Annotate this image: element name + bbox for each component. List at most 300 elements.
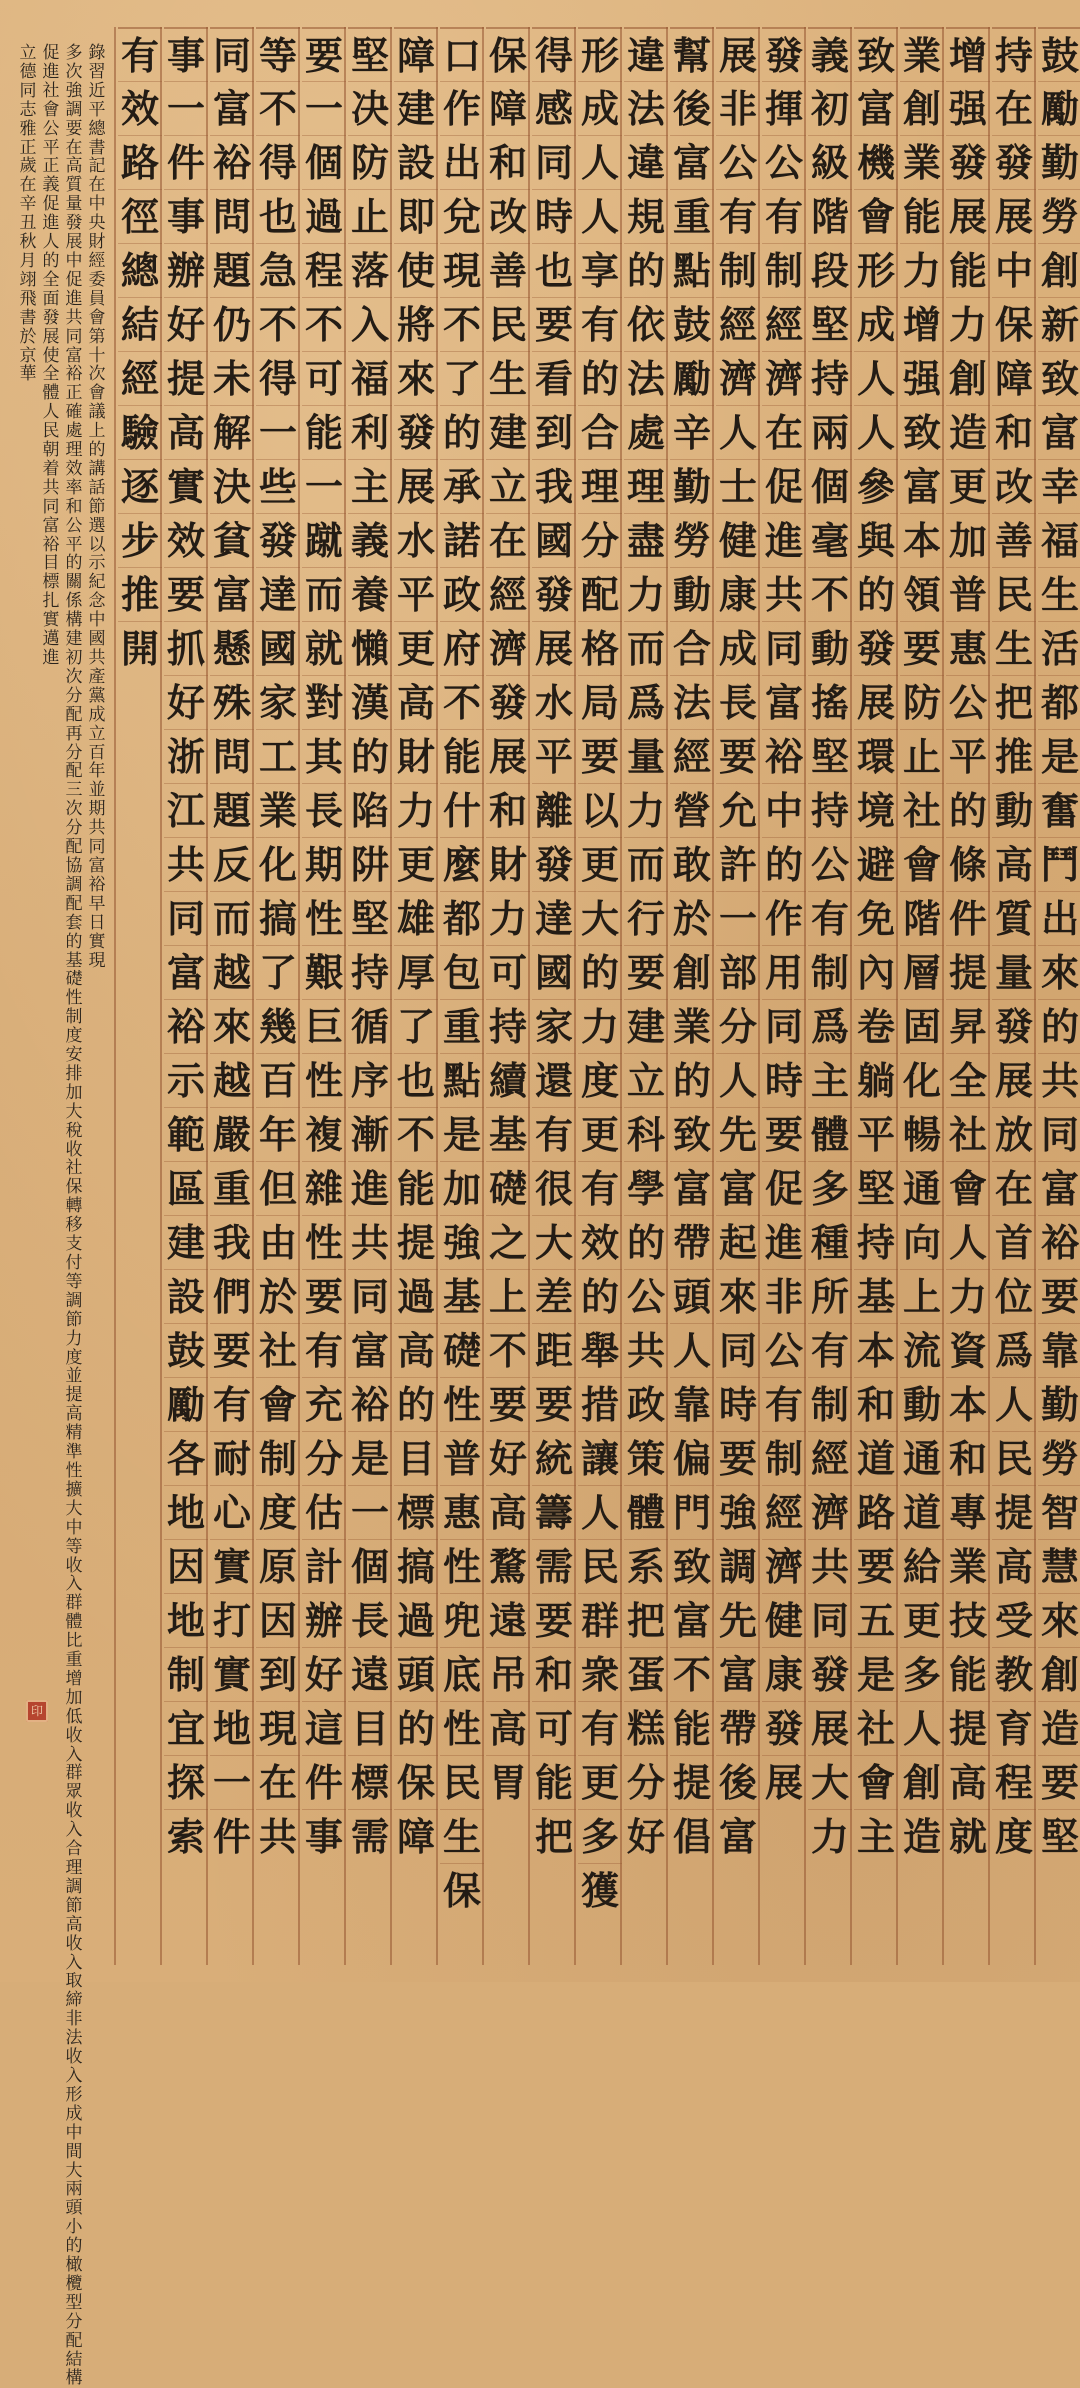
character-cell: 不 xyxy=(486,1323,530,1378)
character-cell: 使 xyxy=(394,243,438,298)
character-cell: 發 xyxy=(808,1647,852,1702)
character-cell: 初 xyxy=(808,81,852,136)
character-cell: 水 xyxy=(532,675,576,730)
character-cell: 內 xyxy=(854,945,898,1000)
character-cell: 力 xyxy=(624,567,668,622)
character-cell: 搞 xyxy=(394,1539,438,1594)
character-cell: 更 xyxy=(578,837,622,892)
character-cell: 障 xyxy=(394,27,438,83)
character-cell: 濟 xyxy=(808,1485,852,1540)
character-cell: 一 xyxy=(302,459,346,514)
character-cell: 層 xyxy=(900,945,944,1000)
character-cell: 個 xyxy=(348,1539,392,1594)
character-cell: 保 xyxy=(440,1863,484,1918)
character-cell: 化 xyxy=(256,837,300,892)
character-cell: 發 xyxy=(762,1701,806,1756)
character-cell: 看 xyxy=(532,351,576,406)
text-column xyxy=(206,27,254,1965)
character-cell: 大 xyxy=(578,891,622,946)
character-cell: 制 xyxy=(808,945,852,1000)
character-cell: 更 xyxy=(578,1755,622,1810)
character-cell: 靠 xyxy=(670,1377,714,1432)
character-cell: 口 xyxy=(440,27,484,83)
character-cell: 的 xyxy=(440,405,484,460)
character-cell: 防 xyxy=(900,675,944,730)
character-cell: 基 xyxy=(486,1107,530,1162)
character-cell: 個 xyxy=(302,135,346,190)
character-cell: 發 xyxy=(854,621,898,676)
character-cell: 新 xyxy=(1038,297,1080,352)
character-cell: 基 xyxy=(440,1269,484,1324)
character-cell: 好 xyxy=(624,1809,668,1864)
character-cell: 的 xyxy=(578,1269,622,1324)
character-cell: 放 xyxy=(992,1107,1036,1162)
character-cell: 有 xyxy=(762,189,806,244)
character-cell: 質 xyxy=(992,891,1036,946)
character-cell: 都 xyxy=(1038,675,1080,730)
character-cell: 和 xyxy=(486,783,530,838)
character-cell: 提 xyxy=(670,1755,714,1810)
character-cell: 而 xyxy=(624,621,668,676)
character-cell: 建 xyxy=(394,81,438,136)
character-cell: 是 xyxy=(1038,729,1080,784)
character-cell: 合 xyxy=(578,405,622,460)
character-cell: 越 xyxy=(210,945,254,1000)
character-cell: 要 xyxy=(578,729,622,784)
character-cell: 公 xyxy=(624,1269,668,1324)
character-cell: 達 xyxy=(532,891,576,946)
character-cell: 嚴 xyxy=(210,1107,254,1162)
character-cell: 惠 xyxy=(440,1485,484,1540)
character-cell: 與 xyxy=(854,513,898,568)
character-cell: 民 xyxy=(440,1755,484,1810)
character-cell: 道 xyxy=(900,1485,944,1540)
character-cell: 級 xyxy=(808,135,852,190)
character-cell: 昇 xyxy=(946,999,990,1054)
character-cell: 差 xyxy=(532,1269,576,1324)
character-cell: 同 xyxy=(1038,1107,1080,1162)
character-cell: 把 xyxy=(624,1593,668,1648)
character-cell: 促 xyxy=(762,1161,806,1216)
character-cell: 許 xyxy=(716,837,760,892)
character-cell: 目 xyxy=(348,1701,392,1756)
character-cell: 堅 xyxy=(854,1161,898,1216)
character-cell: 强 xyxy=(946,81,990,136)
character-cell: 門 xyxy=(670,1485,714,1540)
character-cell: 而 xyxy=(210,891,254,946)
character-cell: 分 xyxy=(624,1755,668,1810)
character-cell: 強 xyxy=(716,1485,760,1540)
character-cell: 實 xyxy=(164,459,208,514)
character-cell: 發 xyxy=(762,27,806,83)
character-cell: 增 xyxy=(946,27,990,83)
character-cell: 大 xyxy=(808,1755,852,1810)
character-cell: 加 xyxy=(440,1161,484,1216)
character-cell: 在 xyxy=(486,513,530,568)
character-cell: 鼓 xyxy=(164,1323,208,1378)
character-cell: 勤 xyxy=(670,459,714,514)
character-cell: 入 xyxy=(348,297,392,352)
character-cell: 善 xyxy=(992,513,1036,568)
character-cell: 共 xyxy=(762,567,806,622)
character-cell: 點 xyxy=(440,1053,484,1108)
character-cell: 是 xyxy=(440,1107,484,1162)
character-cell: 濟 xyxy=(716,351,760,406)
character-cell: 科 xyxy=(624,1107,668,1162)
character-cell: 越 xyxy=(210,1053,254,1108)
character-cell: 因 xyxy=(256,1593,300,1648)
character-cell: 有 xyxy=(808,891,852,946)
character-cell: 一 xyxy=(256,405,300,460)
character-cell: 效 xyxy=(164,513,208,568)
character-cell: 都 xyxy=(440,891,484,946)
character-cell: 在 xyxy=(992,1161,1036,1216)
character-cell: 得 xyxy=(256,351,300,406)
character-cell: 效 xyxy=(578,1215,622,1270)
character-cell: 勞 xyxy=(1038,189,1080,244)
character-cell: 民 xyxy=(578,1539,622,1594)
character-cell: 持 xyxy=(808,783,852,838)
character-cell: 不 xyxy=(394,1107,438,1162)
character-cell: 教 xyxy=(992,1647,1036,1702)
character-cell: 障 xyxy=(992,351,1036,406)
character-cell: 逐 xyxy=(118,459,162,514)
character-cell: 創 xyxy=(1038,1647,1080,1702)
character-cell: 高 xyxy=(164,405,208,460)
character-cell: 毫 xyxy=(808,513,852,568)
character-cell: 帶 xyxy=(670,1215,714,1270)
character-cell: 階 xyxy=(808,189,852,244)
character-cell: 富 xyxy=(854,81,898,136)
character-cell: 題 xyxy=(210,783,254,838)
character-cell: 同 xyxy=(210,27,254,83)
character-cell: 調 xyxy=(716,1539,760,1594)
character-cell: 創 xyxy=(1038,243,1080,298)
character-cell: 就 xyxy=(946,1809,990,1864)
character-cell: 程 xyxy=(302,243,346,298)
character-cell: 康 xyxy=(762,1647,806,1702)
character-cell: 多 xyxy=(578,1809,622,1864)
character-cell: 獲 xyxy=(578,1863,622,1918)
character-cell: 保 xyxy=(992,297,1036,352)
character-cell: 等 xyxy=(256,27,300,83)
character-cell: 地 xyxy=(210,1701,254,1756)
character-cell: 對 xyxy=(302,675,346,730)
character-cell: 分 xyxy=(302,1431,346,1486)
character-cell: 平 xyxy=(946,729,990,784)
character-cell: 制 xyxy=(808,1377,852,1432)
character-cell: 展 xyxy=(854,675,898,730)
character-cell: 了 xyxy=(394,999,438,1054)
character-cell: 環 xyxy=(854,729,898,784)
character-cell: 量 xyxy=(624,729,668,784)
character-cell: 平 xyxy=(532,729,576,784)
character-cell: 因 xyxy=(164,1539,208,1594)
character-cell: 的 xyxy=(762,837,806,892)
character-cell: 的 xyxy=(946,783,990,838)
character-cell: 共 xyxy=(624,1323,668,1378)
character-cell: 路 xyxy=(118,135,162,190)
character-cell: 很 xyxy=(532,1161,576,1216)
character-cell: 動 xyxy=(670,567,714,622)
character-cell: 共 xyxy=(164,837,208,892)
character-cell: 富 xyxy=(716,1647,760,1702)
character-cell: 富 xyxy=(1038,405,1080,460)
character-cell: 好 xyxy=(486,1431,530,1486)
character-cell: 過 xyxy=(394,1269,438,1324)
character-cell: 索 xyxy=(164,1809,208,1864)
character-cell: 受 xyxy=(992,1593,1036,1648)
character-cell: 工 xyxy=(256,729,300,784)
character-cell: 理 xyxy=(624,459,668,514)
character-cell: 提 xyxy=(394,1215,438,1270)
character-cell: 強 xyxy=(440,1215,484,1270)
character-cell: 需 xyxy=(532,1539,576,1594)
character-cell: 更 xyxy=(946,459,990,514)
character-cell: 法 xyxy=(670,675,714,730)
character-cell: 成 xyxy=(578,81,622,136)
character-cell: 業 xyxy=(256,783,300,838)
character-cell: 裕 xyxy=(762,729,806,784)
character-cell: 經 xyxy=(716,297,760,352)
character-cell: 種 xyxy=(808,1215,852,1270)
character-cell: 通 xyxy=(900,1431,944,1486)
character-cell: 但 xyxy=(256,1161,300,1216)
character-cell: 也 xyxy=(532,243,576,298)
character-cell: 奮 xyxy=(1038,783,1080,838)
character-cell: 體 xyxy=(808,1107,852,1162)
character-cell: 度 xyxy=(992,1809,1036,1864)
character-cell: 作 xyxy=(762,891,806,946)
character-cell: 義 xyxy=(808,27,852,83)
character-cell: 同 xyxy=(762,621,806,676)
character-cell: 保 xyxy=(394,1755,438,1810)
character-cell: 給 xyxy=(900,1539,944,1594)
character-cell: 了 xyxy=(256,945,300,1000)
character-cell: 人 xyxy=(854,405,898,460)
character-cell: 保 xyxy=(486,27,530,83)
character-cell: 總 xyxy=(118,243,162,298)
character-cell: 致 xyxy=(1038,351,1080,406)
character-cell: 頭 xyxy=(670,1269,714,1324)
character-cell: 而 xyxy=(624,837,668,892)
character-cell: 人 xyxy=(992,1377,1036,1432)
character-cell: 時 xyxy=(762,1053,806,1108)
character-cell: 義 xyxy=(348,513,392,568)
character-cell: 的 xyxy=(624,243,668,298)
character-cell: 公 xyxy=(946,675,990,730)
character-cell: 府 xyxy=(440,621,484,676)
character-cell: 規 xyxy=(624,189,668,244)
character-cell: 力 xyxy=(486,891,530,946)
character-cell: 展 xyxy=(946,189,990,244)
character-cell: 反 xyxy=(210,837,254,892)
character-cell: 善 xyxy=(486,243,530,298)
character-cell: 群 xyxy=(578,1593,622,1648)
character-cell: 步 xyxy=(118,513,162,568)
character-cell: 進 xyxy=(762,1215,806,1270)
character-cell: 將 xyxy=(394,297,438,352)
text-column xyxy=(620,27,668,1965)
character-cell: 幫 xyxy=(670,27,714,83)
character-cell: 要 xyxy=(532,1593,576,1648)
character-cell: 分 xyxy=(578,513,622,568)
character-cell: 生 xyxy=(1038,567,1080,622)
character-cell: 富 xyxy=(716,1161,760,1216)
text-column xyxy=(712,27,760,1965)
character-cell: 在 xyxy=(256,1755,300,1810)
character-cell: 的 xyxy=(624,1215,668,1270)
character-cell: 策 xyxy=(624,1431,668,1486)
character-cell: 程 xyxy=(992,1755,1036,1810)
character-cell: 時 xyxy=(532,189,576,244)
character-cell: 富 xyxy=(716,1809,760,1864)
character-cell: 性 xyxy=(440,1539,484,1594)
character-cell: 避 xyxy=(854,837,898,892)
character-cell: 不 xyxy=(440,297,484,352)
character-cell: 推 xyxy=(118,567,162,622)
character-cell: 騖 xyxy=(486,1539,530,1594)
character-cell: 衆 xyxy=(578,1647,622,1702)
character-cell: 處 xyxy=(624,405,668,460)
character-cell: 感 xyxy=(532,81,576,136)
character-cell: 福 xyxy=(348,351,392,406)
character-cell: 重 xyxy=(670,189,714,244)
character-cell: 不 xyxy=(808,567,852,622)
character-cell: 創 xyxy=(900,1755,944,1810)
character-cell: 會 xyxy=(854,189,898,244)
character-cell: 也 xyxy=(394,1053,438,1108)
character-cell: 需 xyxy=(348,1809,392,1864)
character-cell: 配 xyxy=(578,567,622,622)
character-cell: 家 xyxy=(256,675,300,730)
character-cell: 學 xyxy=(624,1161,668,1216)
character-cell: 同 xyxy=(762,999,806,1054)
character-cell: 漸 xyxy=(348,1107,392,1162)
character-cell: 上 xyxy=(900,1269,944,1324)
character-cell: 蹴 xyxy=(302,513,346,568)
character-cell: 的 xyxy=(394,1377,438,1432)
character-cell: 由 xyxy=(256,1215,300,1270)
character-cell: 估 xyxy=(302,1485,346,1540)
character-cell: 兩 xyxy=(808,405,852,460)
character-cell: 有 xyxy=(578,1701,622,1756)
character-cell: 急 xyxy=(256,243,300,298)
character-cell: 允 xyxy=(716,783,760,838)
character-cell: 堅 xyxy=(348,27,392,83)
character-cell: 要 xyxy=(532,297,576,352)
character-cell: 勤 xyxy=(1038,135,1080,190)
character-cell: 有 xyxy=(578,297,622,352)
character-cell: 國 xyxy=(532,945,576,1000)
character-cell: 一 xyxy=(302,81,346,136)
character-cell: 長 xyxy=(716,675,760,730)
character-cell: 止 xyxy=(900,729,944,784)
character-cell: 一 xyxy=(716,891,760,946)
character-cell: 距 xyxy=(532,1323,576,1378)
character-cell: 公 xyxy=(716,135,760,190)
character-cell: 作 xyxy=(440,81,484,136)
character-cell: 分 xyxy=(716,999,760,1054)
character-cell: 業 xyxy=(900,27,944,83)
character-cell: 致 xyxy=(670,1539,714,1594)
character-cell: 不 xyxy=(440,675,484,730)
character-cell: 帶 xyxy=(716,1701,760,1756)
character-cell: 要 xyxy=(1038,1755,1080,1810)
character-cell: 持 xyxy=(348,945,392,1000)
character-cell: 人 xyxy=(716,405,760,460)
character-cell: 能 xyxy=(670,1701,714,1756)
character-cell: 離 xyxy=(532,783,576,838)
character-cell: 來 xyxy=(716,1269,760,1324)
character-cell: 在 xyxy=(992,81,1036,136)
character-cell: 以 xyxy=(578,783,622,838)
character-cell: 改 xyxy=(486,189,530,244)
character-cell: 違 xyxy=(624,135,668,190)
character-cell: 體 xyxy=(624,1485,668,1540)
character-cell: 動 xyxy=(808,621,852,676)
character-cell: 兌 xyxy=(440,189,484,244)
character-cell: 礎 xyxy=(486,1161,530,1216)
character-cell: 長 xyxy=(348,1593,392,1648)
character-cell: 造 xyxy=(946,405,990,460)
character-cell: 社 xyxy=(900,783,944,838)
character-cell: 件 xyxy=(302,1755,346,1810)
character-cell: 百 xyxy=(256,1053,300,1108)
character-cell: 一 xyxy=(164,81,208,136)
character-cell: 持 xyxy=(486,999,530,1054)
character-cell: 和 xyxy=(946,1431,990,1486)
character-cell: 我 xyxy=(210,1215,254,1270)
character-cell: 能 xyxy=(302,405,346,460)
character-cell: 目 xyxy=(394,1431,438,1486)
character-cell: 雄 xyxy=(394,891,438,946)
character-cell: 基 xyxy=(854,1269,898,1324)
character-cell: 躺 xyxy=(854,1053,898,1108)
character-cell: 平 xyxy=(394,567,438,622)
character-cell: 先 xyxy=(716,1107,760,1162)
character-cell: 件 xyxy=(946,891,990,946)
character-cell: 合 xyxy=(670,621,714,676)
character-cell: 更 xyxy=(394,837,438,892)
character-cell: 人 xyxy=(716,1053,760,1108)
character-cell: 生 xyxy=(440,1809,484,1864)
character-cell: 把 xyxy=(992,675,1036,730)
character-cell: 濟 xyxy=(762,351,806,406)
character-cell: 出 xyxy=(440,135,484,190)
main-calligraphy-text xyxy=(113,27,1080,1965)
character-cell: 部 xyxy=(716,945,760,1000)
character-cell: 富 xyxy=(670,1593,714,1648)
character-cell: 我 xyxy=(532,459,576,514)
character-cell: 幾 xyxy=(256,999,300,1054)
character-cell: 於 xyxy=(256,1269,300,1324)
character-cell: 複 xyxy=(302,1107,346,1162)
character-cell: 進 xyxy=(348,1161,392,1216)
character-cell: 勵 xyxy=(164,1377,208,1432)
character-cell: 底 xyxy=(440,1647,484,1702)
character-cell: 得 xyxy=(532,27,576,83)
character-cell: 是 xyxy=(348,1431,392,1486)
character-cell: 來 xyxy=(394,351,438,406)
character-cell: 吊 xyxy=(486,1647,530,1702)
character-cell: 富 xyxy=(670,135,714,190)
character-cell: 裕 xyxy=(1038,1215,1080,1270)
character-cell: 推 xyxy=(992,729,1036,784)
character-cell: 事 xyxy=(302,1809,346,1864)
character-cell: 民 xyxy=(486,297,530,352)
character-cell: 健 xyxy=(716,513,760,568)
